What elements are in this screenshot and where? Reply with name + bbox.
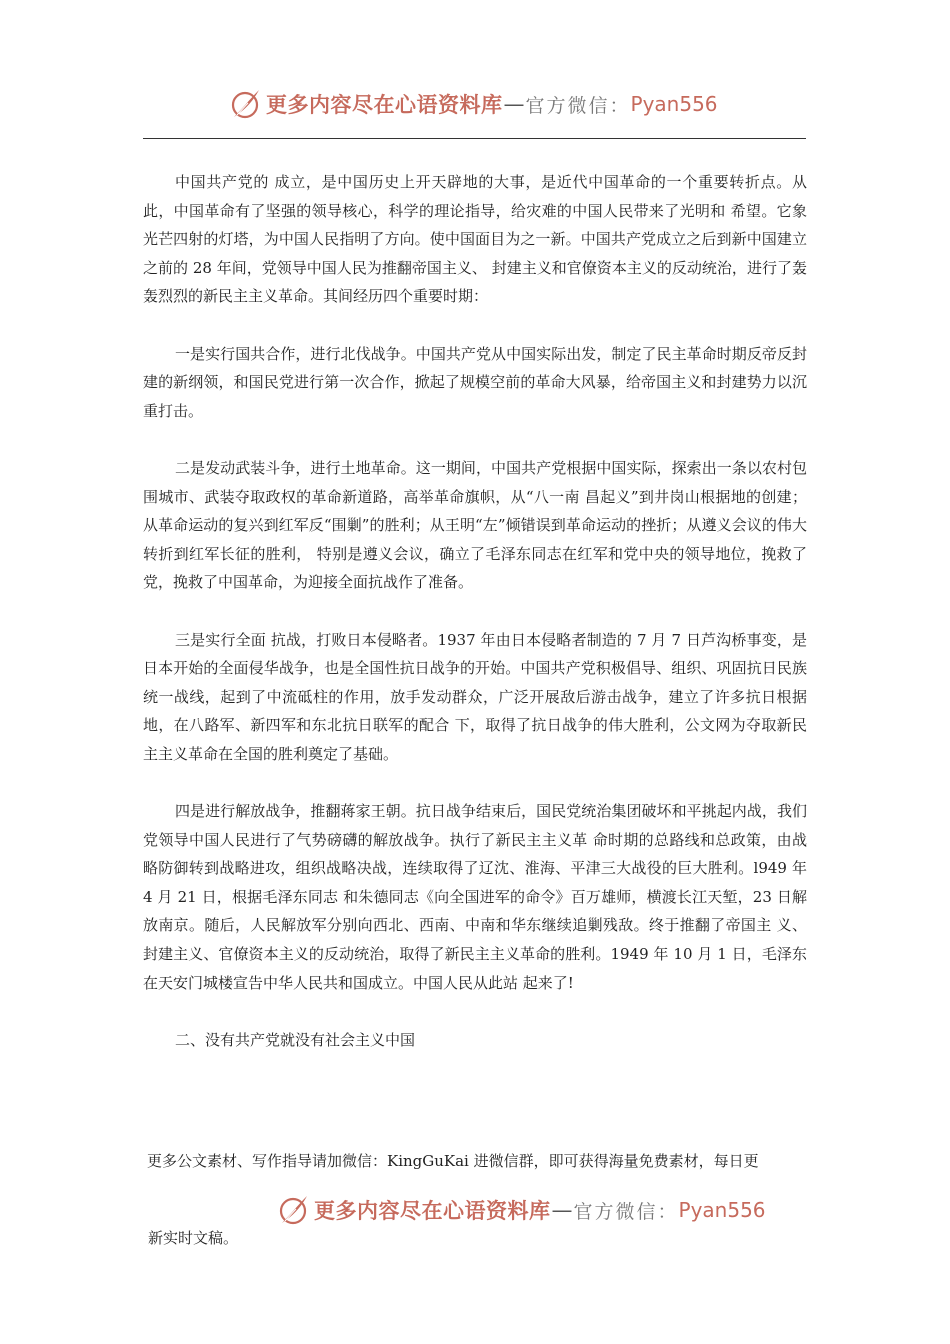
paragraph-period-4: 四是进行解放战争，推翻蒋家王朝。抗日战争结束后，国民党统治集团破坏和平挑起内战，我们党领导中国人民进行了气势磅礴的解放战争。执行了新民主主义革 命时期的总路线和总政策，由战略防御转到战略进攻，组织战略决战，连续取得了辽沈、淮海、平津三大战役的巨大胜利。l949 年 4 月 21 日，根据毛泽东同志 和朱德同志《向全国进军的命令》百万雄师，横渡长江天堑，23 日解放南京。随后，人民解放军分别向西北、西南、中南和华东继续追剿残敌。终于推翻了帝国主 义、封建主义、官僚资本主义的反动统治，取得了新民主主义革命的胜利。1949 年 10 月 1 日，毛泽东在天安门城楼宣告中华人民共和国成立。中国人民从此站 起来了! bbox=[143, 802, 807, 992]
banner-wechat-id: Pyan556 bbox=[678, 1198, 766, 1222]
banner-main-text: 更多内容尽在心语资料库 bbox=[314, 1198, 551, 1223]
article-body bbox=[143, 168, 807, 1054]
footer-banner bbox=[276, 1190, 766, 1230]
banner-dash: — bbox=[551, 1198, 573, 1222]
quill-pen-logo-icon bbox=[228, 87, 262, 121]
section-heading: 二、没有共产党就没有社会主义中国 bbox=[175, 1030, 416, 1049]
banner-sub-text: 官方微信： bbox=[573, 1200, 679, 1223]
footer-note-line-1: 更多公文素材、写作指导请加微信：KingGuKai 进微信群，即可获得海量免费素材，每日更 bbox=[147, 1152, 759, 1170]
banner-wechat-id: Pyan556 bbox=[630, 92, 718, 116]
banner-main-text: 更多内容尽在心语资料库 bbox=[266, 92, 503, 117]
paragraph-period-1: 一是实行国共合作，进行北伐战争。中国共产党从中国实际出发，制定了民主革命时期反帝反封建的新纲领，和国民党进行第一次合作，掀起了规模空前的革命大风暴，给帝国主义和封建势力以沉重打击。 bbox=[143, 344, 807, 420]
footer-note-line-2: 新实时文稿。 bbox=[148, 1229, 239, 1247]
header-divider bbox=[143, 138, 806, 139]
banner-sub-text: 官方微信： bbox=[525, 94, 631, 117]
header-banner bbox=[228, 84, 718, 124]
quill-pen-logo-icon bbox=[276, 1193, 310, 1227]
paragraph-period-2: 二是发动武装斗争，进行土地革命。这一期间，中国共产党根据中国实际，探索出一条以农村包围城市、武装夺取政权的革命新道路，高举革命旗帜，从“八一南 昌起义”到井岗山根据地的创建；从革命运动的复兴到红军反“围剿”的胜利；从王明“左”倾错误到革命运动的挫折；从遵义会议的伟大转折到红军长征的胜利， 特别是遵义会议，确立了毛泽东同志在红军和党中央的领导地位，挽救了党，挽救了中国革命，为迎接全面抗战作了准备。 bbox=[143, 458, 807, 592]
paragraph-period-3: 三是实行全面 抗战，打败日本侵略者。1937 年由日本侵略者制造的 7 月 7 日芦沟桥事变，是日本开始的全面侵华战争，也是全国性抗日战争的开始。中国共产党积极倡导、组织、巩固抗日民族统一战线，起到了中流砥柱的作用，放手发动群众，广泛开展敌后游击战争，建立了许多抗日根据地，在八路军、新四军和东北抗日联军的配合 下，取得了抗日战争的伟大胜利，公文网为夺取新民主主义革命在全国的胜利奠定了基础。 bbox=[143, 630, 807, 763]
paragraph-intro: 中国共产党的 成立，是中国历史上开天辟地的大事，是近代中国革命的一个重要转折点。从此，中国革命有了坚强的领导核心，科学的理论指导，给灾难的中国人民带来了光明和 希望。它象光芒四射的灯塔，为中国人民指明了方向。使中国面目为之一新。中国共产党成立之后到新中国建立之前的 28 年间，党领导中国人民为推翻帝国主义、 封建主义和官僚资本主义的反动统治，进行了轰轰烈烈的新民主主义革命。其间经历四个重要时期： bbox=[143, 173, 807, 306]
banner-dash: — bbox=[503, 92, 525, 116]
